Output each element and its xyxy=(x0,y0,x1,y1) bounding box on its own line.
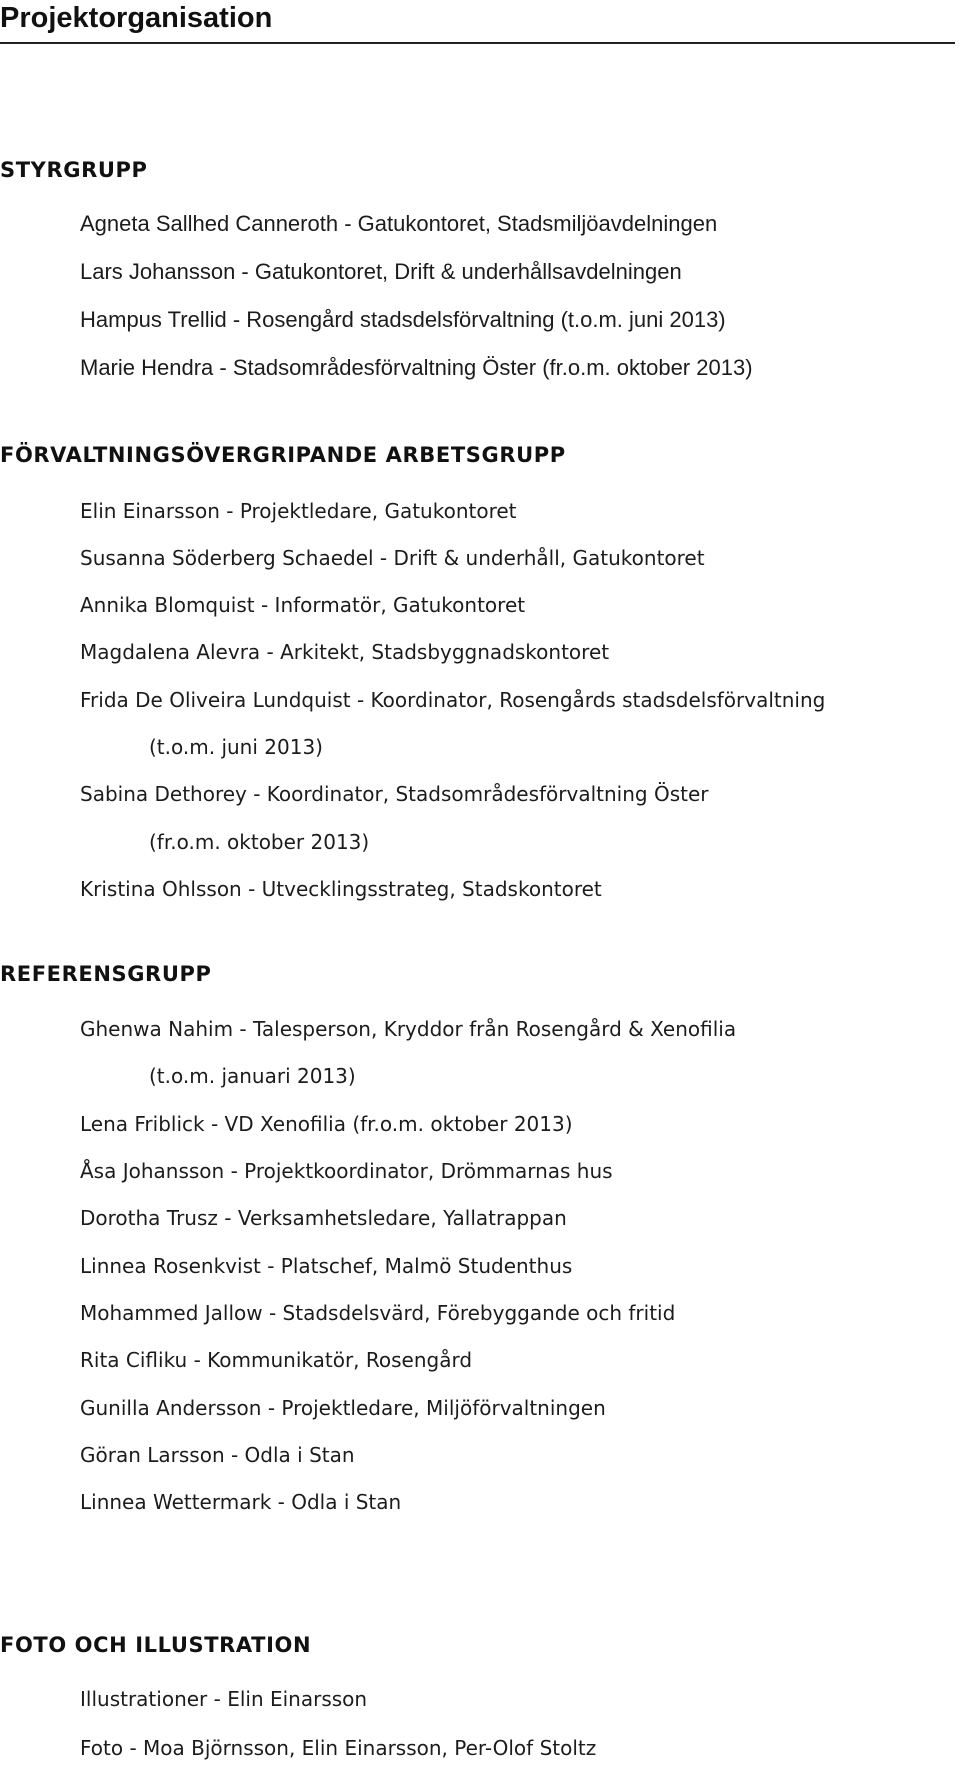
styrgrupp-member: Agneta Sallhed Canneroth - Gatukontoret, Stadsmiljöavdelningen xyxy=(80,211,718,236)
referensgrupp-member: Linnea Wettermark - Odla i Stan xyxy=(80,1490,402,1514)
arbetsgrupp-member: Susanna Söderberg Schaedel - Drift & underhåll, Gatukontoret xyxy=(80,546,705,570)
referensgrupp-member: Rita Cifliku - Kommunikatör, Rosengård xyxy=(80,1348,473,1372)
section-heading-foto: FOTO OCH ILLUSTRATION xyxy=(0,1633,312,1657)
section-heading-styrgrupp: STYRGRUPP xyxy=(0,158,148,182)
section-heading-referensgrupp: REFERENSGRUPP xyxy=(0,962,212,986)
arbetsgrupp-member: Elin Einarsson - Projektledare, Gatukontoret xyxy=(80,499,517,523)
arbetsgrupp-member: Annika Blomquist - Informatör, Gatukontoret xyxy=(80,593,526,617)
arbetsgrupp-member-continuation: (fr.o.m. oktober 2013) xyxy=(149,830,370,854)
referensgrupp-member: Gunilla Andersson - Projektledare, Miljöförvaltningen xyxy=(80,1396,606,1420)
foto-credit: Foto - Moa Björnsson, Elin Einarsson, Per-Olof Stoltz xyxy=(80,1736,597,1760)
referensgrupp-member: Linnea Rosenkvist - Platschef, Malmö Studenthus xyxy=(80,1254,573,1278)
referensgrupp-member: Lena Friblick - VD Xenofilia (fr.o.m. oktober 2013) xyxy=(80,1112,573,1136)
styrgrupp-member: Marie Hendra - Stadsområdesförvaltning Öster (fr.o.m. oktober 2013) xyxy=(80,355,753,380)
referensgrupp-member: Ghenwa Nahim - Talesperson, Kryddor från Rosengård & Xenofilia xyxy=(80,1017,737,1041)
referensgrupp-member: Åsa Johansson - Projektkoordinator, Drömmarnas hus xyxy=(80,1159,613,1183)
styrgrupp-member: Lars Johansson - Gatukontoret, Drift & underhållsavdelningen xyxy=(80,259,682,284)
arbetsgrupp-member: Frida De Oliveira Lundquist - Koordinator, Rosengårds stadsdelsförvaltning xyxy=(80,688,826,712)
section-heading-arbetsgrupp: FÖRVALTNINGSÖVERGRIPANDE ARBETSGRUPP xyxy=(0,443,566,467)
referensgrupp-member-continuation: (t.o.m. januari 2013) xyxy=(149,1064,356,1088)
arbetsgrupp-member: Sabina Dethorey - Koordinator, Stadsområdesförvaltning Öster xyxy=(80,782,709,806)
referensgrupp-member: Göran Larsson - Odla i Stan xyxy=(80,1443,355,1467)
referensgrupp-member: Dorotha Trusz - Verksamhetsledare, Yallatrappan xyxy=(80,1206,567,1230)
styrgrupp-member: Hampus Trellid - Rosengård stadsdelsförvaltning (t.o.m. juni 2013) xyxy=(80,307,726,332)
arbetsgrupp-member: Kristina Ohlsson - Utvecklingsstrateg, Stadskontoret xyxy=(80,877,602,901)
arbetsgrupp-member-continuation: (t.o.m. juni 2013) xyxy=(149,735,323,759)
referensgrupp-member: Mohammed Jallow - Stadsdelsvärd, Förebyggande och fritid xyxy=(80,1301,676,1325)
title-divider xyxy=(0,42,955,44)
page-title: Projektorganisation xyxy=(0,2,273,34)
arbetsgrupp-member: Magdalena Alevra - Arkitekt, Stadsbyggnadskontoret xyxy=(80,640,610,664)
foto-credit: Illustrationer - Elin Einarsson xyxy=(80,1687,368,1711)
